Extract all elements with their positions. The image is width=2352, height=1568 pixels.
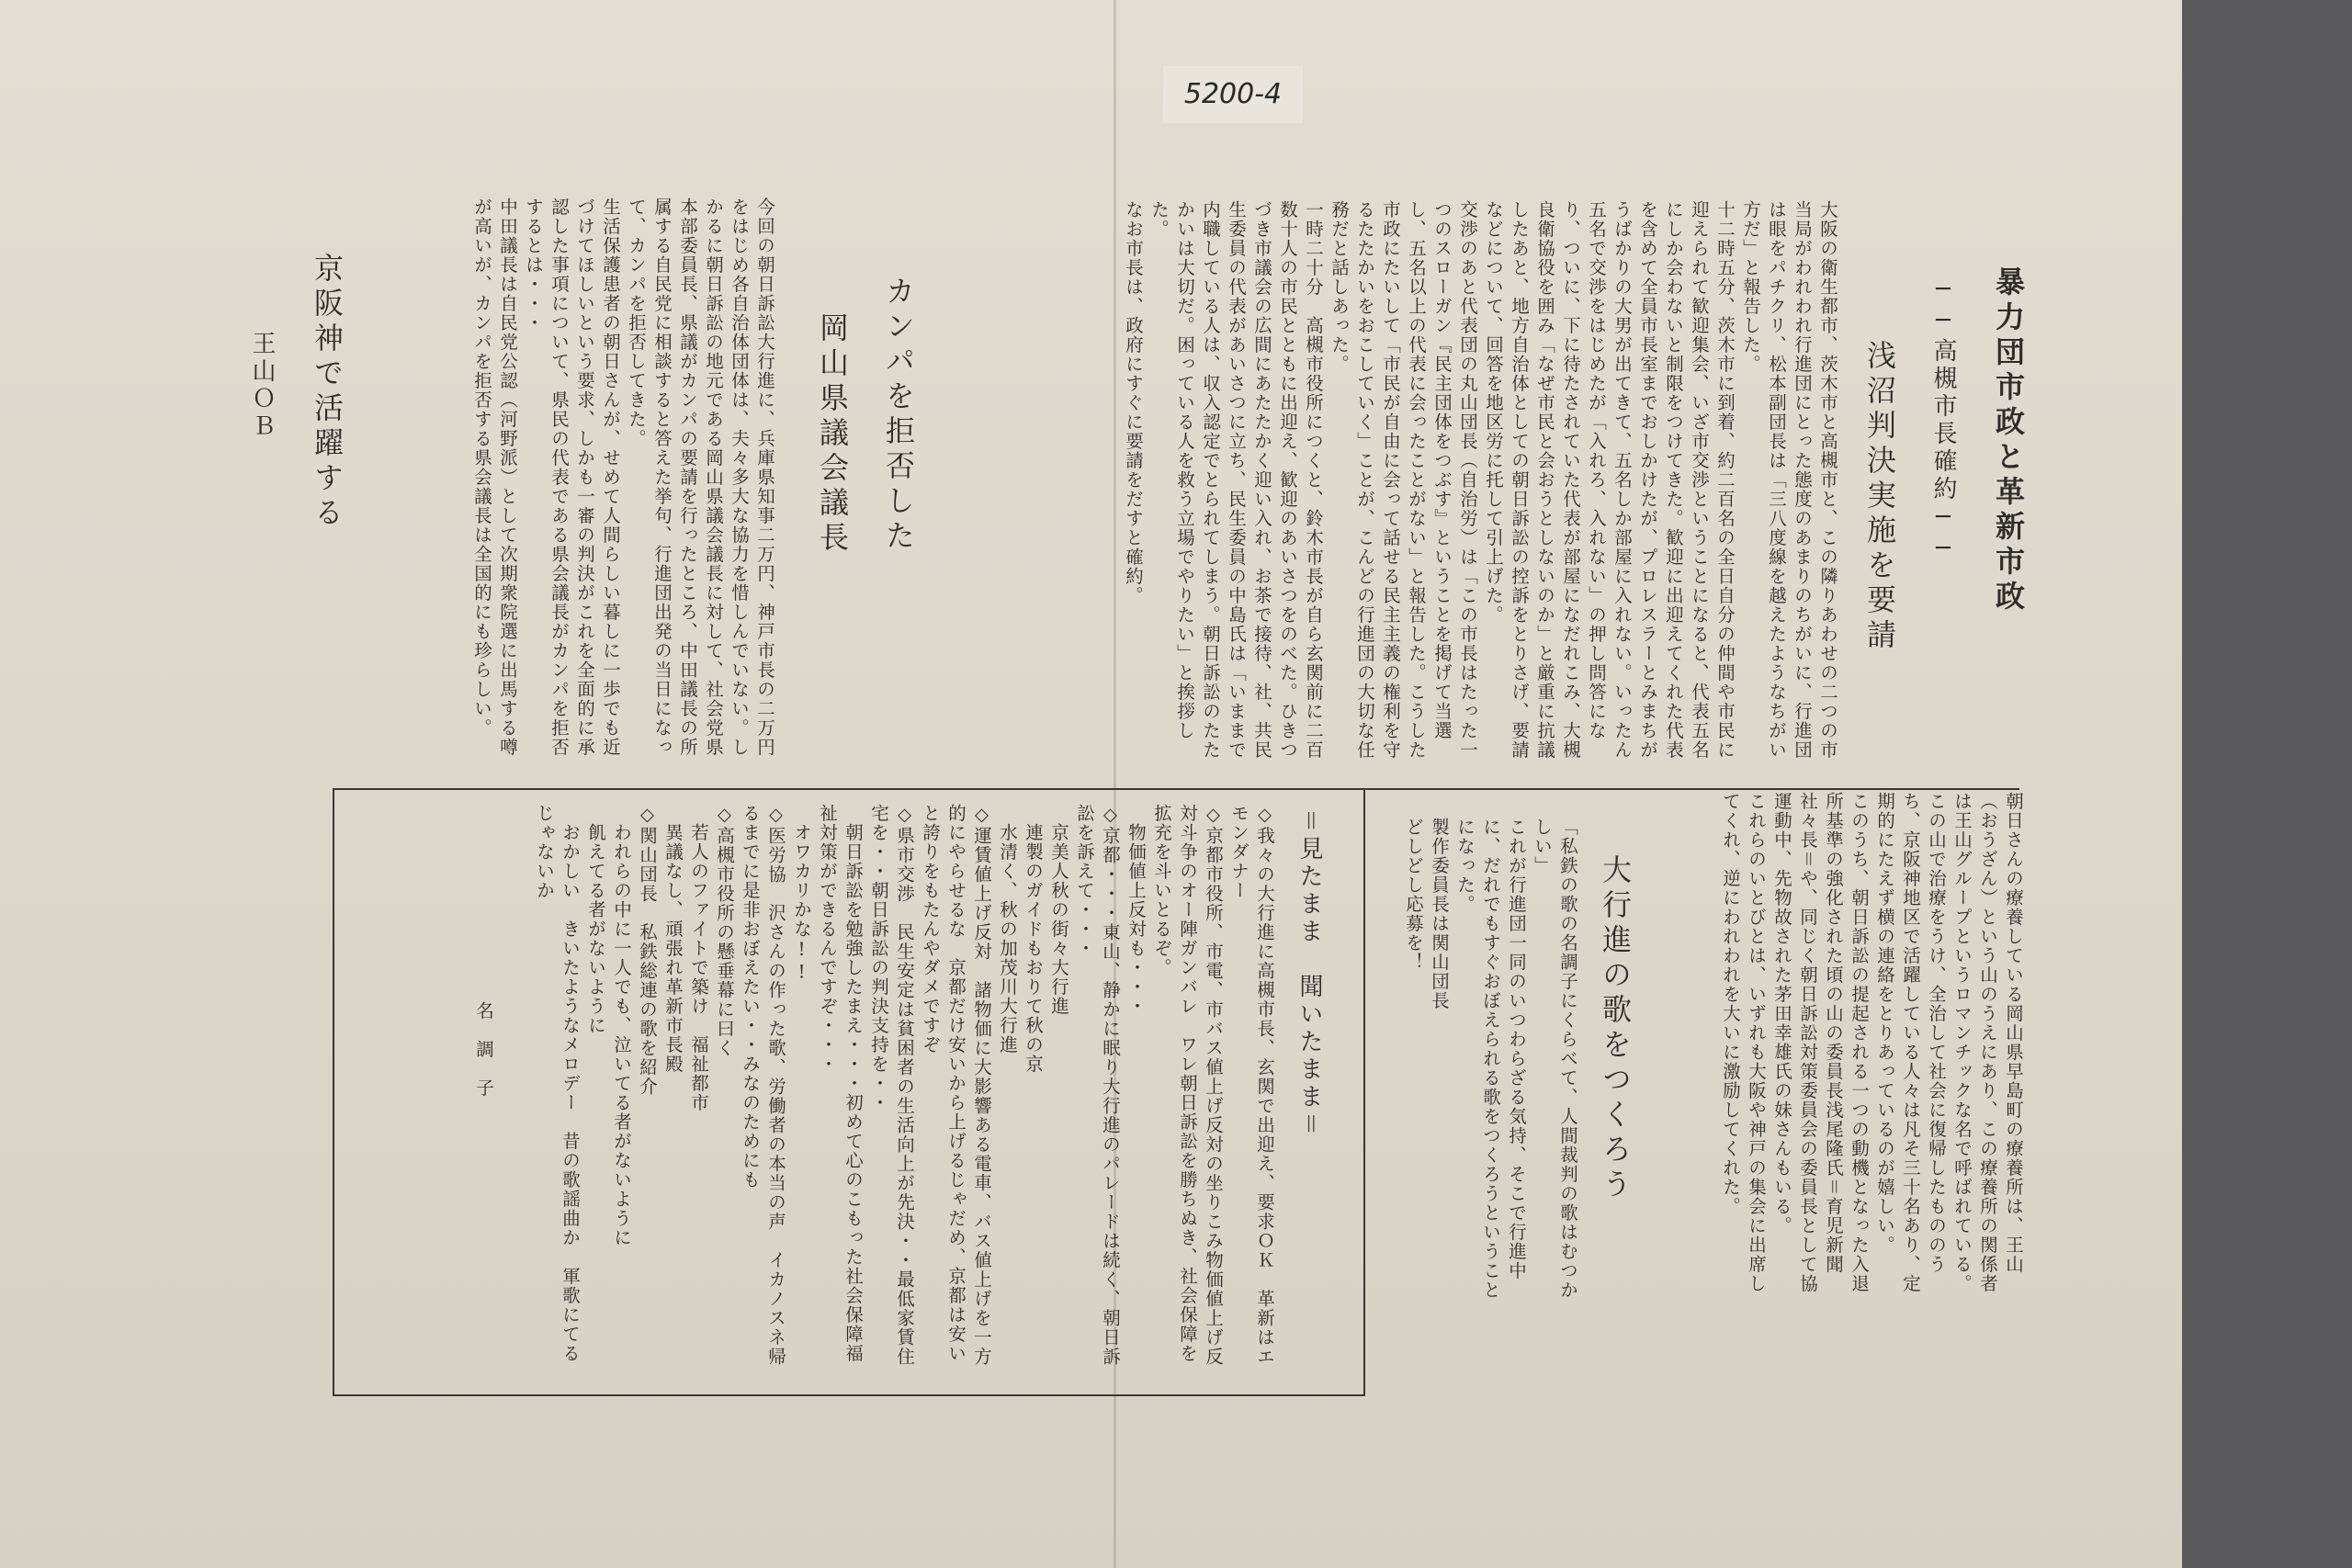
column-body: ◇我々の大行進に高槻市長、玄関で出迎え、要求ＯＫ 革新はエモンダナー ◇京都市役所、市電、市バス値上げ反対の坐りこみ物価値上げ反対斗争のオー陣ガンバレ ワレ朝日訴訟を勝ちぬき、社会保障を拡充を斗いとるぞ。 物価値上反対も・・・ ◇京都・・・東山、静かに眠り大行進のパレードは続く、朝日訴訟を訴えて・・・ 京美人秋の街々大行進 連製のガイドもおりて秋の京 水清く、秋の加茂川大行進 ◇運賃値上げ反対 諸物価に大影響ある電車、バス値上げを一方的にやらせるな 京都だけ安いから上げるじゃだめ、京都は安いと誇りをもたんやダメですぞ ◇県市交渉 民生安定は貧困者の生活向上が先決・・最低家賃住宅を・・朝日訴訟の判決支持を・・ 朝日訴訟を勉強したまえ・・・初めて心のこもった社会保障福祉対策ができるんですぞ・・・ オワカリかな!! ◇医労協 沢さんの作った歌、労働者の本当の声 イカノスネ帰るまでに是非おぼえたい・・みなのためにも ◇高槻市役所の懸垂幕に曰く 若人のファイトで築け 福祉都市 異議なし、頑張れ革新市長殿 ◇関山団長 私鉄総連の歌を紹介 われらの中に一人でも、泣いてる者がないように 飢えてる者がないように おかしい きいたようなメロデー 昔の歌謡曲か 軍歌にてるじゃないか — [534, 804, 1275, 1367]
handwritten-doc-number: 5200-4 — [1163, 66, 1303, 123]
article4-headline: 大行進の歌をつくろう — [1598, 854, 1633, 1203]
article3-body: 朝日さんの療養している岡山県早島町の療養所は、王山（おうざん）という山のうえにあり、この療養所の関係者は王山グループというロマンチックな名で呼ばれている。 この山で治療をうけ、全治して社会に復帰したもののうち、京阪神地区で活躍している人々は凡そ三十名あり、定期的にたえず横の連絡をとりあっているのが嬉しい。 このうち、朝日訴訟の提起される一つの動機となった入退所基準の強化された頃の山の委員長浅尾隆氏＝育児新聞社々長＝や、同じく朝日訴訟対策委員会の委員長として協運動中、先物故された茅田幸雄氏の妹さんもいる。 これらのいとびとは、いずれも大阪や神戸の集会に出席してくれ、逆にわれわれを大いに激励してくれた。 — [1720, 792, 2024, 1293]
column-byline: 名 調 子 — [473, 1001, 494, 1098]
column-title: ＝見たまま 聞いたまま＝ — [1295, 808, 1323, 1139]
article3-subhead: 王山ＯＢ — [248, 331, 276, 441]
article4-body: 「私鉄の歌の名調子にくらべて、人間裁判の歌はむつかしい」 これが行進団一同のいつわらざる気持、そこで行進中に、だれでもすぐおぼえられる歌をつくろうということになった。 製作委員長は関山団長 どしどし応募を！ — [1403, 818, 1578, 1300]
divider-line — [1363, 788, 2019, 790]
article1-headline: 暴力団市政と革新市政 — [1991, 266, 2026, 615]
article1-body: 大阪の衛生都市、茨木市と高槻市と、この隣りあわせの二つの市当局がわれわれ行進団にとった態度のあまりのちがいに、行進団は眼をパチクリ、松本副団長は「三八度線を越えたようなちがい方だ」と報告した。 十二時五分、茨木市に到着、約二百名の全日自分の仲間や市民に迎えられて歓迎集会、いざ市交渉ということになると、代表五名にしか会わないと制限をつけてきた。歓迎に出迎えてくれた代表を含めて全員市長室までおしかけたが、プロレスラーとみまちがうばかりの大男が出てきて、五名しか部屋に入れない。いったん五名で交渉をはじめたが「入れろ、入れない」の押し問答になり、ついに、下に待たされていた代表が部屋になだれこみ、大槻良衛協役を囲み「なぜ市民と会おうとしないのか」と厳重に抗議したあと、地方自治体としての朝日訴訟の控訴をとりさげ、要請などについて、回答を地区労に托して引上げた。 交渉のあと代表団の丸山団長（自治労）は「この市長はたった一つのスローガン『民主団体をつぶす』ということを掲げて当選し、五名以上の代表に会ったことがない」と報告した。こうした市政にたいして「市民が自由に会って話せる民主主義の権利を守るたたかいをおこしていく」ことが、こんどの行進団の大切な任務だと話しあった。 一時二十分 高槻市役所につくと、鈴木市長が自ら玄関前に二百数十人の市民とともに出迎え、歓迎のあいさつをのべた。ひきつづき市議会の広間にあたたかく迎い入れ、お茶で接待、社、共民生委員の代表があいさつに立ち、民生委員の中島氏は「いままで内職している人は、収入認定でとられてしまう。朝日訴訟のたたかいは大切だ。困っている人を救う立場でやりたい」と挨拶した。 なお市長は、政府にすぐに要請をだすと確約。 — [1123, 200, 1838, 760]
article2-subhead: 岡山県議会議長 — [815, 312, 850, 557]
article2-body: 今回の朝日訴訟大行進に、兵庫県知事二万円、神戸市長の二万円をはじめ各自治体団体は、夫々多大な協力を惜しんでいない。しかるに朝日訴訟の地元である岡山県議会議長に対して、社会党県本部委員長、県議がカンパの要請を行ったところ、中田議長の所属する自民党に相談すると答えた挙句、行進団出発の当日になって、カンパを拒否してきた。 生活保護患者の朝日さんが、せめて人間らしい暮しに一歩でも近づけてほしいという要求、しかも一審の判決がこれを全面的に承認した事項について、県民の代表である県会議長がカンパを拒否するとは・・・ 中田議長は自民党公認（河野派）として次期衆院選に出馬する噂が高いが、カンパを拒否する県会議長は全国的にも珍らしい。 — [471, 197, 775, 757]
article1-subhead: ──高槻市長確約── — [1929, 276, 1957, 566]
article3-headline: 京阪神で活躍する — [310, 253, 345, 532]
article2-headline: カンパを拒否した — [881, 276, 916, 555]
article1-headline2: 浅沼判決実施を要請 — [1862, 340, 1897, 654]
